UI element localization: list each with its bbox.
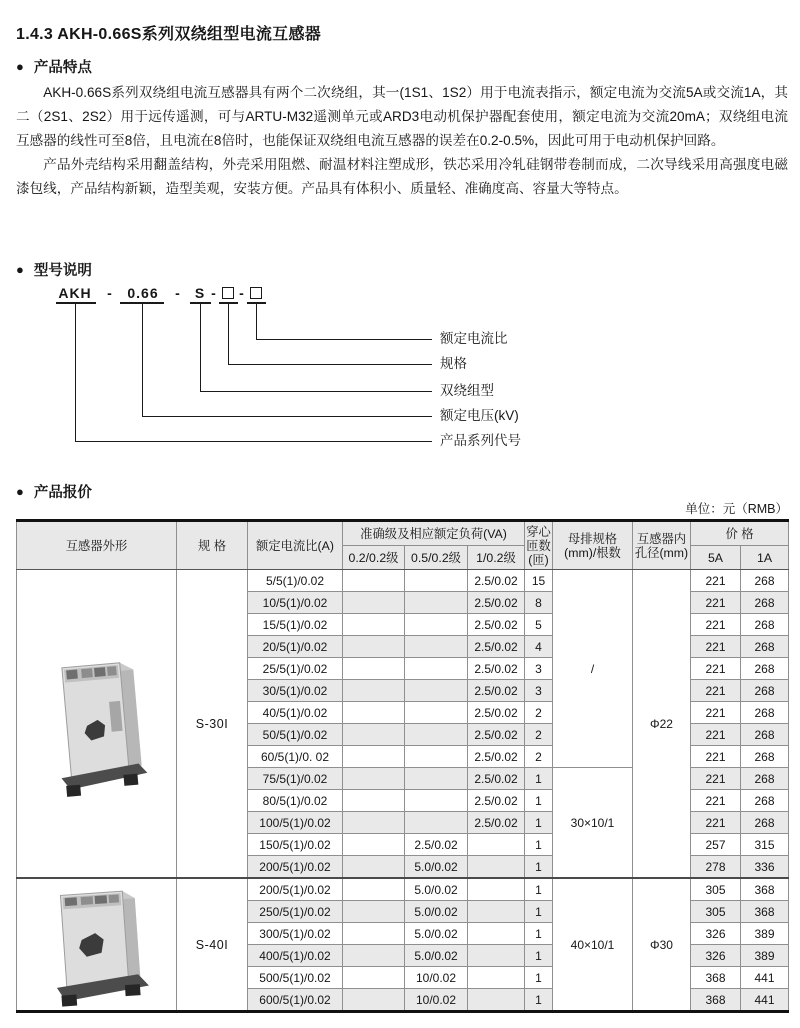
price-5a-cell: 326: [691, 923, 741, 945]
load-1-cell: 2.5/0.02: [468, 570, 525, 592]
turns-cell: 1: [525, 768, 553, 790]
diagram-connector-line: [142, 303, 143, 417]
load-05-cell: [405, 812, 468, 834]
price-5a-cell: 257: [691, 834, 741, 856]
busbar-cell: /: [553, 570, 633, 768]
product-photo-s40: [38, 881, 156, 1009]
product-photo-cell: [17, 570, 177, 879]
price-1a-cell: 368: [741, 878, 789, 901]
price-1a-cell: 268: [741, 724, 789, 746]
load-05-cell: 5.0/0.02: [405, 945, 468, 967]
price-1a-cell: 268: [741, 636, 789, 658]
price-5a-cell: 221: [691, 702, 741, 724]
price-5a-cell: 221: [691, 724, 741, 746]
col-header-spec: 规 格: [177, 521, 248, 570]
load-02-cell: [343, 570, 405, 592]
turns-cell: 1: [525, 790, 553, 812]
product-photo-s30: [37, 645, 157, 803]
features-heading-label: 产品特点: [33, 60, 92, 76]
load-1-cell: 2.5/0.02: [468, 790, 525, 812]
price-5a-cell: 221: [691, 658, 741, 680]
load-05-cell: [405, 658, 468, 680]
model-label: 额定电压(kV): [440, 408, 519, 423]
price-5a-cell: 278: [691, 856, 741, 879]
ratio-cell: 200/5(1)/0.02: [248, 856, 343, 879]
load-02-cell: [343, 812, 405, 834]
load-1-cell: 2.5/0.02: [468, 658, 525, 680]
ratio-cell: 20/5(1)/0.02: [248, 636, 343, 658]
turns-cell: 1: [525, 856, 553, 879]
model-diagram: [0, 284, 800, 464]
diagram-connector-line: [200, 391, 432, 392]
load-05-cell: [405, 724, 468, 746]
ratio-cell: 250/5(1)/0.02: [248, 901, 343, 923]
load-02-cell: [343, 790, 405, 812]
col-header-price-0: 5A: [691, 546, 741, 570]
diagram-connector-line: [228, 303, 229, 365]
load-1-cell: [468, 967, 525, 989]
turns-cell: 1: [525, 812, 553, 834]
ratio-cell: 300/5(1)/0.02: [248, 923, 343, 945]
model-code-part: -: [211, 285, 217, 301]
load-05-cell: 10/0.02: [405, 989, 468, 1012]
ratio-cell: 100/5(1)/0.02: [248, 812, 343, 834]
ratio-cell: 50/5(1)/0.02: [248, 724, 343, 746]
turns-cell: 3: [525, 680, 553, 702]
price-5a-cell: 368: [691, 989, 741, 1012]
load-1-cell: 2.5/0.02: [468, 592, 525, 614]
price-1a-cell: 268: [741, 614, 789, 636]
turns-cell: 1: [525, 967, 553, 989]
col-header-load-class-2: 1/0.2级: [468, 546, 525, 570]
load-05-cell: [405, 570, 468, 592]
price-1a-cell: 389: [741, 945, 789, 967]
ratio-cell: 400/5(1)/0.02: [248, 945, 343, 967]
load-05-cell: 2.5/0.02: [405, 834, 468, 856]
load-1-cell: 2.5/0.02: [468, 636, 525, 658]
busbar-cell: 40×10/1: [553, 878, 633, 1012]
load-02-cell: [343, 592, 405, 614]
price-1a-cell: 268: [741, 680, 789, 702]
model-code-part: AKH: [58, 285, 92, 301]
load-02-cell: [343, 834, 405, 856]
load-1-cell: [468, 856, 525, 879]
col-header-turns: 穿心 匝数 (匝): [525, 521, 553, 570]
price-5a-cell: 305: [691, 901, 741, 923]
diagram-connector-line: [200, 303, 201, 392]
bore-cell: Φ30: [633, 878, 691, 1012]
busbar-cell: 30×10/1: [553, 768, 633, 879]
price-5a-cell: 221: [691, 812, 741, 834]
load-1-cell: 2.5/0.02: [468, 768, 525, 790]
load-05-cell: [405, 636, 468, 658]
price-1a-cell: 268: [741, 746, 789, 768]
col-header-load-group: 准确级及相应额定负荷(VA): [343, 521, 525, 546]
load-02-cell: [343, 746, 405, 768]
load-05-cell: [405, 592, 468, 614]
load-02-cell: [343, 901, 405, 923]
pricing-table: [16, 519, 789, 1013]
price-5a-cell: 221: [691, 570, 741, 592]
model-code-placeholder-box: [222, 287, 234, 299]
load-05-cell: [405, 702, 468, 724]
price-5a-cell: 221: [691, 636, 741, 658]
turns-cell: 1: [525, 989, 553, 1012]
price-1a-cell: 268: [741, 768, 789, 790]
col-header-price-group: 价 格: [691, 521, 789, 546]
ratio-cell: 15/5(1)/0.02: [248, 614, 343, 636]
price-5a-cell: 326: [691, 945, 741, 967]
col-header-price-1: 1A: [741, 546, 789, 570]
section-pricing-heading: [16, 481, 92, 502]
load-1-cell: [468, 834, 525, 856]
diagram-connector-line: [228, 364, 432, 365]
load-05-cell: [405, 680, 468, 702]
turns-cell: 1: [525, 878, 553, 901]
load-02-cell: [343, 702, 405, 724]
turns-cell: 2: [525, 724, 553, 746]
model-code-part: -: [107, 285, 113, 301]
load-1-cell: [468, 945, 525, 967]
ratio-cell: 5/5(1)/0.02: [248, 570, 343, 592]
diagram-connector-line: [256, 303, 257, 340]
load-02-cell: [343, 614, 405, 636]
turns-cell: 5: [525, 614, 553, 636]
price-1a-cell: 441: [741, 989, 789, 1012]
col-header-outline: 互感器外形: [17, 521, 177, 570]
model-code-part: -: [175, 285, 181, 301]
bullet-icon: ●: [16, 484, 24, 499]
diagram-connector-line: [256, 339, 432, 340]
price-1a-cell: 268: [741, 790, 789, 812]
load-1-cell: [468, 878, 525, 901]
turns-cell: 2: [525, 702, 553, 724]
load-05-cell: [405, 614, 468, 636]
spec-cell: S-40I: [177, 878, 248, 1012]
load-02-cell: [343, 878, 405, 901]
price-5a-cell: 221: [691, 768, 741, 790]
turns-cell: 1: [525, 923, 553, 945]
ratio-cell: 500/5(1)/0.02: [248, 967, 343, 989]
load-02-cell: [343, 636, 405, 658]
price-1a-cell: 389: [741, 923, 789, 945]
ratio-cell: 150/5(1)/0.02: [248, 834, 343, 856]
price-1a-cell: 336: [741, 856, 789, 879]
turns-cell: 3: [525, 658, 553, 680]
load-1-cell: 2.5/0.02: [468, 724, 525, 746]
col-header-busbar: 母排规格 (mm)/根数: [553, 521, 633, 570]
ratio-cell: 25/5(1)/0.02: [248, 658, 343, 680]
ratio-cell: 75/5(1)/0.02: [248, 768, 343, 790]
price-5a-cell: 305: [691, 878, 741, 901]
turns-cell: 1: [525, 945, 553, 967]
ratio-cell: 30/5(1)/0.02: [248, 680, 343, 702]
model-label: 规格: [440, 356, 467, 371]
model-code-part: 0.66: [127, 285, 159, 301]
turns-cell: 1: [525, 834, 553, 856]
col-header-bore: 互感器内 孔径(mm): [633, 521, 691, 570]
features-paragraph-1: AKH-0.66S系列双绕组电流互感器具有两个二次绕组，其一(1S1、1S2）用于电流表指示，额定电流为交流5A或交流1A，其二（2S1、2S2）用于远传遥测，可与ARTU-M32遥测单元或ARD3电动机保护器配套使用，额定电流为交流20mA；双绕组电流互感器的线性可至8倍，且电流在8倍时，也能保证双绕组电流互感器的误差在0.2-0.5%，因此可用于电动机保护回路。: [16, 85, 788, 148]
features-text: [16, 81, 788, 201]
price-1a-cell: 268: [741, 812, 789, 834]
load-05-cell: 5.0/0.02: [405, 901, 468, 923]
turns-cell: 8: [525, 592, 553, 614]
price-1a-cell: 268: [741, 570, 789, 592]
col-header-load-class-1: 0.5/0.2级: [405, 546, 468, 570]
diagram-connector-line: [142, 416, 432, 417]
ratio-cell: 600/5(1)/0.02: [248, 989, 343, 1012]
price-1a-cell: 268: [741, 592, 789, 614]
load-1-cell: 2.5/0.02: [468, 680, 525, 702]
features-paragraph-2: 产品外壳结构采用翻盖结构，外壳采用阻燃、耐温材料注塑成形，铁芯采用冷轧硅钢带卷制而成，二次导线采用高强度电磁漆包线，产品结构新颖，造型美观，安装方便。产品具有体积小、质量轻、准确度高、容量大等特点。: [16, 157, 788, 196]
model-label: 双绕组型: [440, 383, 494, 398]
price-1a-cell: 268: [741, 658, 789, 680]
code-underline: [56, 302, 96, 304]
unit-note: 单位：元（RMB）: [685, 502, 788, 516]
model-code-part: -: [239, 285, 245, 301]
product-photo-cell: [17, 878, 177, 1012]
diagram-connector-line: [75, 303, 76, 442]
ratio-cell: 40/5(1)/0.02: [248, 702, 343, 724]
ratio-cell: 80/5(1)/0.02: [248, 790, 343, 812]
load-05-cell: [405, 746, 468, 768]
load-02-cell: [343, 658, 405, 680]
load-1-cell: 2.5/0.02: [468, 702, 525, 724]
price-5a-cell: 221: [691, 746, 741, 768]
load-02-cell: [343, 680, 405, 702]
load-02-cell: [343, 768, 405, 790]
page-title: 1.4.3 AKH-0.66S系列双绕组型电流互感器: [16, 25, 322, 43]
load-05-cell: 5.0/0.02: [405, 878, 468, 901]
load-1-cell: [468, 923, 525, 945]
model-label: 额定电流比: [440, 331, 508, 346]
diagram-connector-line: [75, 441, 432, 442]
load-05-cell: [405, 768, 468, 790]
section-model-heading: [16, 259, 92, 280]
turns-cell: 4: [525, 636, 553, 658]
load-02-cell: [343, 923, 405, 945]
price-5a-cell: 368: [691, 967, 741, 989]
bore-cell: Φ22: [633, 570, 691, 879]
col-header-ratio: 额定电流比(A): [248, 521, 343, 570]
load-02-cell: [343, 724, 405, 746]
turns-cell: 2: [525, 746, 553, 768]
load-02-cell: [343, 945, 405, 967]
load-1-cell: 2.5/0.02: [468, 812, 525, 834]
price-1a-cell: 315: [741, 834, 789, 856]
bullet-icon: ●: [16, 59, 24, 74]
pricing-heading-label: 产品报价: [33, 485, 92, 501]
load-05-cell: 5.0/0.02: [405, 923, 468, 945]
model-code-part: S: [194, 285, 206, 301]
pricing-table-wrap: [16, 519, 788, 1013]
model-code-placeholder-box: [250, 287, 262, 299]
model-label: 产品系列代号: [440, 433, 521, 448]
load-05-cell: [405, 790, 468, 812]
model-heading-label: 型号说明: [33, 263, 92, 279]
price-1a-cell: 268: [741, 702, 789, 724]
load-1-cell: [468, 989, 525, 1012]
price-5a-cell: 221: [691, 592, 741, 614]
price-5a-cell: 221: [691, 790, 741, 812]
spec-cell: S-30I: [177, 570, 248, 879]
price-5a-cell: 221: [691, 614, 741, 636]
load-02-cell: [343, 967, 405, 989]
turns-cell: 1: [525, 901, 553, 923]
load-05-cell: 10/0.02: [405, 967, 468, 989]
load-1-cell: 2.5/0.02: [468, 746, 525, 768]
load-02-cell: [343, 856, 405, 879]
ratio-cell: 200/5(1)/0.02: [248, 878, 343, 901]
price-1a-cell: 441: [741, 967, 789, 989]
ratio-cell: 60/5(1)/0. 02: [248, 746, 343, 768]
price-5a-cell: 221: [691, 680, 741, 702]
load-05-cell: 5.0/0.02: [405, 856, 468, 879]
col-header-load-class-0: 0.2/0.2级: [343, 546, 405, 570]
load-1-cell: [468, 901, 525, 923]
price-1a-cell: 368: [741, 901, 789, 923]
ratio-cell: 10/5(1)/0.02: [248, 592, 343, 614]
section-features-heading: [16, 56, 92, 77]
bullet-icon: ●: [16, 262, 24, 277]
load-1-cell: 2.5/0.02: [468, 614, 525, 636]
load-02-cell: [343, 989, 405, 1012]
turns-cell: 15: [525, 570, 553, 592]
